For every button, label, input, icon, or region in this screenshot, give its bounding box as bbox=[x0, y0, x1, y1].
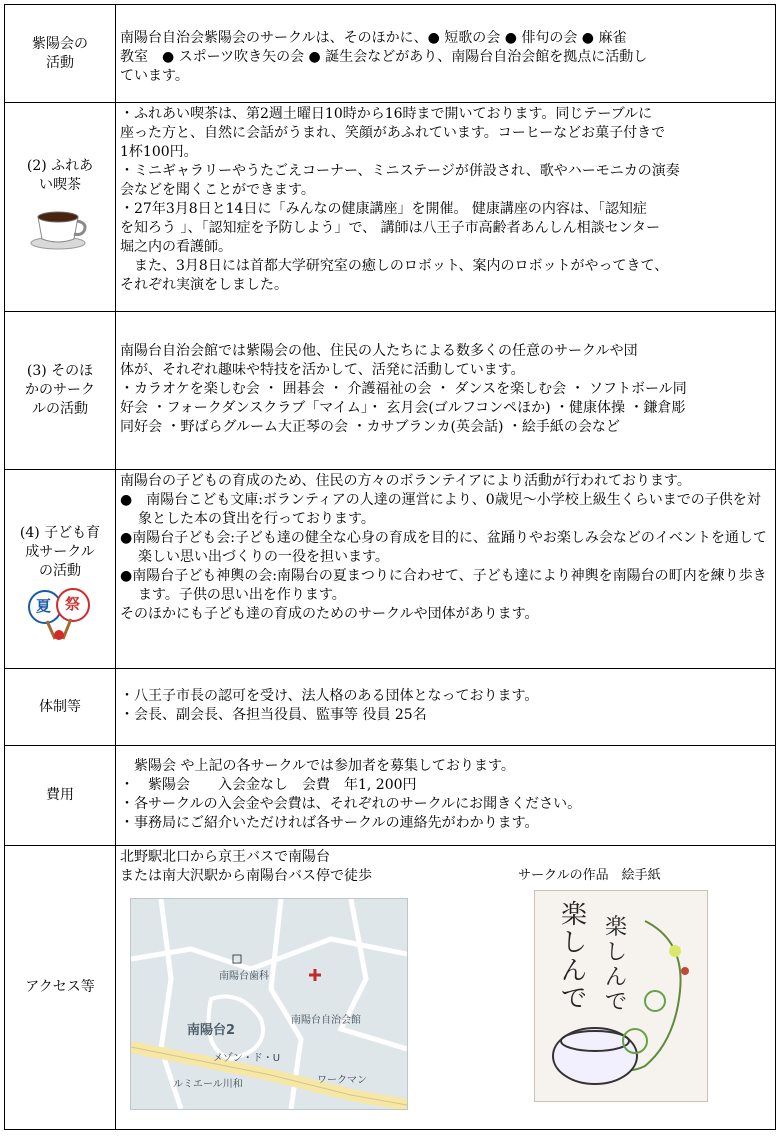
card-char: ん bbox=[605, 965, 628, 990]
access-map bbox=[130, 898, 408, 1110]
label-line: (3) そのほ bbox=[26, 363, 94, 379]
map-label-hall: 南陽台自治会館 bbox=[291, 1015, 361, 1026]
text-line: ています。 bbox=[120, 68, 189, 84]
text-line: を知ろう 」、「認知症を予防しよう」で、 講師は八王子市高齢者あんしん相談センター bbox=[120, 220, 661, 236]
label-line: (4) 子ども育 bbox=[19, 524, 101, 541]
content-fees bbox=[116, 746, 776, 846]
label-line: 活動 bbox=[46, 54, 74, 71]
text-line: ・ミニギャラリーやうたごえコーナー、ミニステージが併設され、歌やハーモニカの演奏 bbox=[120, 163, 680, 179]
label-children-circles bbox=[5, 470, 116, 669]
card-char: で bbox=[561, 984, 588, 1014]
map-label-maison: メゾン・ド・U bbox=[213, 1053, 281, 1064]
text-line: ・ふれあい喫茶は、第2週土曜日10時から16時まで開いております。同じテーブルに bbox=[120, 106, 653, 122]
text-line: ・各サークルの入会金や会費は、それぞれのサークルにお聞きください。 bbox=[120, 795, 582, 812]
content-shiyokai bbox=[116, 5, 776, 103]
text-line: ・事務局にご紹介いただければ各サークルの連絡先がわかります。 bbox=[120, 814, 539, 831]
label-line: い喫茶 bbox=[39, 177, 81, 193]
coffee-cup-icon bbox=[5, 203, 115, 257]
text-line: ・カラオケを楽しむ会 ・ 囲碁会 ・ 介護福祉の会 ・ ダンスを楽しむ会 ・ ソフトボール同 bbox=[120, 381, 687, 397]
label-line: 紫陽会の bbox=[32, 35, 88, 52]
row-fees bbox=[5, 746, 776, 846]
text-line: 紫陽会 や上記の各サークルでは参加者を募集しております。 bbox=[120, 757, 515, 774]
card-char: で bbox=[605, 990, 628, 1015]
content-fureai-cafe bbox=[116, 103, 776, 312]
text-line: 南陽台の子どもの育成のため、住民の方々のボランテイアにより活動が行われております。 bbox=[120, 473, 691, 489]
card-calligraphy-right bbox=[605, 915, 641, 1015]
row-organization bbox=[5, 669, 776, 746]
label-shiyokai bbox=[5, 5, 116, 103]
text-line: 南陽台自治会紫陽会のサークルは、そのほかに、● 短歌の会 ● 俳句の会 ● 麻雀 bbox=[120, 30, 627, 46]
row-fureai-cafe bbox=[5, 103, 776, 312]
text-line: それぞれ実演をしました。 bbox=[120, 277, 288, 293]
text-line: ・ 紫陽会 入会金なし 会費 年1, 200円 bbox=[120, 776, 417, 793]
content-children-circles bbox=[116, 470, 776, 669]
card-char: し bbox=[605, 940, 628, 965]
label-line: の活動 bbox=[39, 562, 81, 579]
text-line: 座った方と、自然に会話がうまれ、笑顔があふれています。コーヒーなどお菓子付きで bbox=[120, 125, 666, 141]
text-line: そのほかにも子ども達の育成のためのサークルや団体があります。 bbox=[120, 606, 539, 622]
text-line: 南陽台自治会館では紫陽会の他、住民の人たちによる数多くの任意のサークルや団 bbox=[120, 343, 638, 359]
summer-festival-fan-icon bbox=[25, 585, 95, 641]
text-line: また、3月8日には首都大学研究室の癒しのロボット、案内のロボットがやってきて、 bbox=[120, 258, 669, 274]
bullet-item: ● 南陽台こども文庫:ボランティアの人達の運営により、0歳児～小学校上級生くらいまでの子供を対象とした本の貸出を行っております。 bbox=[120, 492, 761, 527]
text-line: ・八王子市長の認可を受け、法人格のある団体となっております。 bbox=[120, 688, 539, 704]
card-char: し bbox=[561, 928, 588, 958]
row-other-circles bbox=[5, 312, 776, 470]
label-fureai-cafe bbox=[5, 103, 116, 312]
label-other-circles bbox=[5, 312, 116, 470]
bullet-item: ●南陽台子ども神輿の会:南陽台の夏まつりに合わせて、子ども達により神輿を南陽台の町内を練り歩きます。子供の思い出を作ります。 bbox=[120, 568, 767, 603]
etegami-artwork bbox=[534, 890, 708, 1102]
row-access bbox=[5, 846, 776, 1130]
text-line: 1杯100円。 bbox=[120, 144, 198, 160]
label-line: かのサーク bbox=[25, 382, 95, 398]
label-line: ルの活動 bbox=[32, 401, 88, 417]
text-line: または南大沢駅から南陽台バス停で徒歩 bbox=[120, 868, 372, 884]
artwork-caption: サークルの作品 絵手紙 bbox=[518, 868, 661, 883]
label-line: 体制等 bbox=[39, 698, 81, 715]
map-label-area: 南陽台2 bbox=[187, 1023, 236, 1038]
content-organization bbox=[116, 669, 776, 746]
row-shiyokai bbox=[5, 5, 776, 103]
text-line: 会などを聞くことができます。 bbox=[120, 182, 315, 198]
label-line: (2) ふれあ bbox=[26, 158, 94, 174]
fan-char: 祭 bbox=[65, 594, 81, 613]
map-label-lumiere: ルミエール川和 bbox=[173, 1079, 243, 1090]
label-line: 成サークル bbox=[25, 543, 95, 560]
label-organization bbox=[5, 669, 116, 746]
row-children-circles bbox=[5, 470, 776, 669]
content-access bbox=[116, 846, 776, 1130]
text-line: ・27年3月8日と14日に「みんなの健康講座」を開催。 健康講座の内容は、「認知症 bbox=[120, 201, 647, 217]
label-access bbox=[5, 846, 116, 1130]
content-other-circles bbox=[116, 312, 776, 470]
label-fees bbox=[5, 746, 116, 846]
map-label-workman: ワークマン bbox=[317, 1075, 367, 1086]
text-line: 北野駅北口から京王バスで南陽台 bbox=[120, 849, 330, 865]
text-line: 同好会 ・野ばらグルーム大正琴の会 ・カサブランカ(英会話) ・絵手紙の会など bbox=[120, 419, 620, 435]
label-line: 費用 bbox=[46, 787, 74, 803]
card-char: 楽 bbox=[605, 915, 628, 940]
text-line: 体が、それぞれ趣味や特技を活かして、活発に活動しています。 bbox=[120, 362, 525, 378]
card-calligraphy-left bbox=[561, 901, 597, 1013]
bullet-item: ●南陽台子ども会:子ども達の健全な心身の育成を目的に、盆踊りやお楽しみ会などのイベントを通して楽しい思い出づくりの一役を担います。 bbox=[120, 530, 767, 565]
fan-char: 夏 bbox=[36, 596, 52, 615]
card-char: ん bbox=[561, 956, 588, 986]
text-line: ・会長、副会長、各担当役員、監事等 役員 25名 bbox=[120, 707, 427, 723]
text-line: 教室 ● スポーツ吹き矢の会 ● 誕生会などがあり、南陽台自治会館を拠点に活動し bbox=[120, 49, 648, 65]
text-line: 好会 ・フォークダンスクラブ「マイム」・ 玄月会(ゴルフコンペほか) ・健康体操 ・鎌倉彫 bbox=[120, 400, 686, 416]
text-line: 堀之内の看護師。 bbox=[120, 239, 232, 255]
label-line: アクセス等 bbox=[25, 979, 95, 995]
map-label-dental: 南陽台歯科 bbox=[219, 971, 269, 982]
content-table bbox=[4, 4, 776, 1130]
card-char: 楽 bbox=[561, 900, 588, 930]
